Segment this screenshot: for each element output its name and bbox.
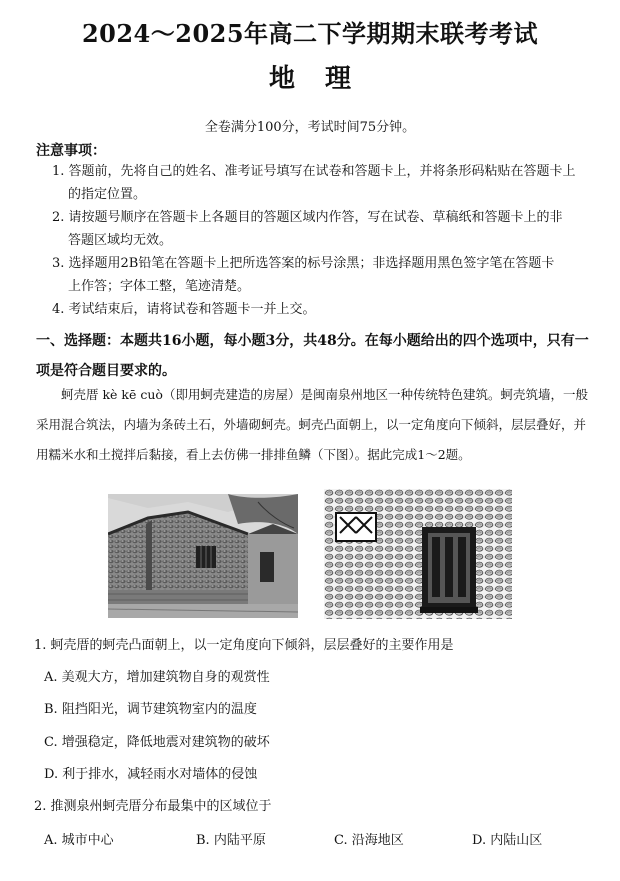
note-line: 4. 考试结束后，请将试卷和答题卡一并上交。 [52,302,316,317]
option-1c: C. 增强稳定，降低地震对建筑物的破坏 [44,735,270,750]
option-2c: C. 沿海地区 [334,833,404,848]
exam-meta: 全卷满分100分，考试时间75分钟。 [204,120,416,135]
notes-heading: 注意事项： [36,143,106,159]
note-line: 的指定位置。 [68,187,147,202]
option-1b: B. 阻挡阳光，调节建筑物室内的温度 [44,702,257,717]
option-2b: B. 内陆平原 [196,833,266,848]
question-2-stem: 2. 推测泉州蚵壳厝分布最集中的区域位于 [34,799,272,814]
option-1a: A. 美观大方，增加建筑物自身的观赏性 [44,670,270,685]
section-heading: 一、选择题：本题共16小题，每小题3分，共48分。在每小题给出的四个选项中，只有一项是符合题目要求的。 [36,333,589,379]
option-2a: A. 城市中心 [44,833,114,848]
passage-text: 蚵壳厝 kè kē cuò（即用蚵壳建造的房屋）是闽南泉州地区一种传统特色建筑。蚵壳筑墙，一般采用混合筑法，内墙为条砖土石，外墙砌蚵壳。蚵壳凸面朝上，以一定角度向下倾斜，层层叠好，并用糯米水和土搅拌后黏接，看上去仿佛一排排鱼鳞（下图）。据此完成1～2题。 [36,387,588,462]
note-line: 答题区域均无效。 [68,233,173,248]
exam-title: 2024～2025年高二下学期期末联考考试 [81,19,539,48]
note-line: 2. 请按题号顺序在答题卡上各题目的答题区域内作答，写在试卷、草稿纸和答题卡上的非 [52,210,563,225]
note-line: 1. 答题前，先将自己的姓名、准考证号填写在试卷和答题卡上，并将条形码粘贴在答题卡上 [52,164,576,179]
house-photo [108,494,298,618]
question-1-stem: 1. 蚵壳厝的蚵壳凸面朝上，以一定角度向下倾斜，层层叠好的主要作用是 [34,638,454,653]
note-line: 上作答；字体工整，笔迹清楚。 [68,279,251,294]
note-line: 3. 选择题用2B铅笔在答题卡上把所选答案的标号涂黑；非选择题用黑色签字笔在答题卡 [52,256,555,271]
subject-title: 地理 [268,64,381,94]
option-2d: D. 内陆山区 [472,833,543,848]
shell-wall-photo [324,489,512,619]
option-1d: D. 利于排水，减轻雨水对墙体的侵蚀 [44,767,258,782]
